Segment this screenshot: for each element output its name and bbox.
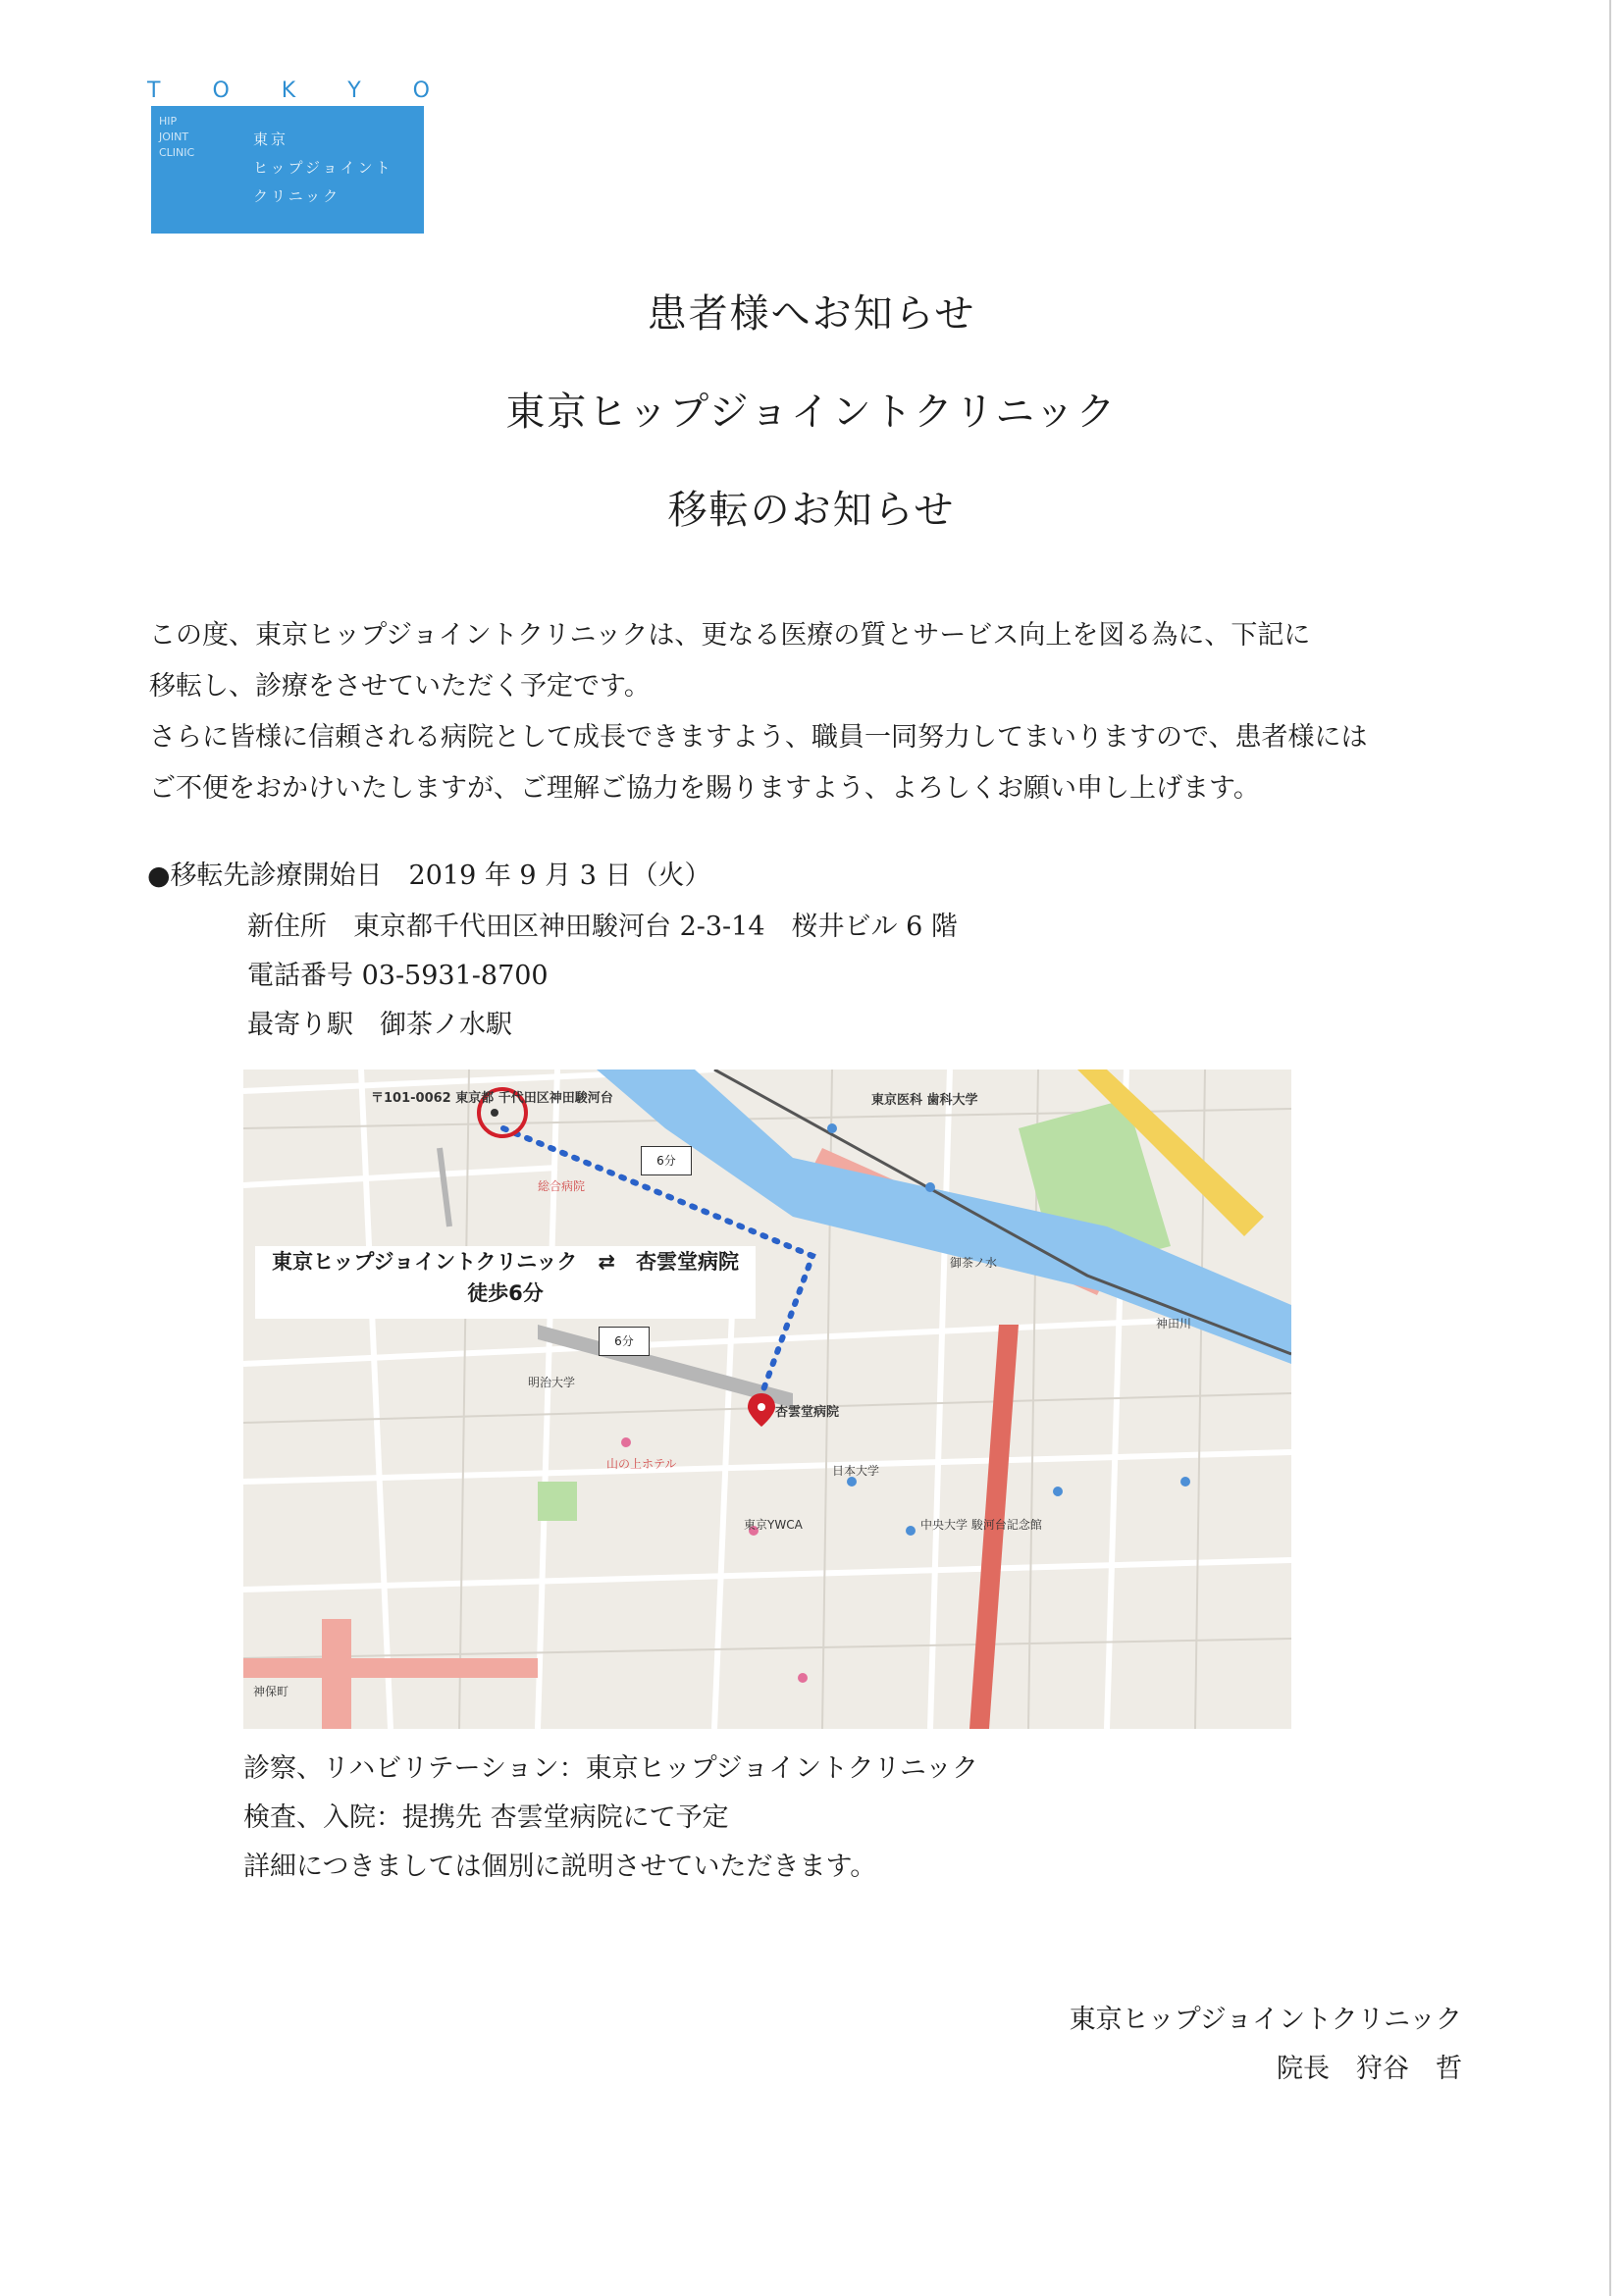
signature-clinic: 東京ヒップジョイントクリニック [1069, 2005, 1462, 2035]
consult-rehab-note: 診察、リハビリテーション：東京ヒップジョイントクリニック [243, 1753, 978, 1784]
map-label-hospital: 総合病院 [538, 1179, 586, 1193]
map-label-ochanomizu: 御茶ノ水 [950, 1256, 998, 1270]
logo-letter: O [212, 78, 232, 103]
hospital-marker-label: 杏雲堂病院 [775, 1405, 840, 1420]
map-label-chuo-univ: 中央大学 駿河台記念館 [920, 1518, 1042, 1532]
body-line: この度、東京ヒップジョイントクリニックは、更なる医療の質とサービス向上を図る為に、下記に [149, 620, 1311, 651]
details-note: 詳細につきましては個別に説明させていただきます。 [243, 1852, 877, 1882]
logo-english-line: JOINT [159, 130, 189, 143]
map-caption-walk: 徒歩6分 [467, 1281, 544, 1305]
phone-number: 電話番号 03-5931-8700 [247, 961, 549, 991]
map-label-nihon-univ: 日本大学 [832, 1464, 880, 1478]
logo-english-line: CLINIC [159, 146, 195, 159]
logo-wordmark [147, 78, 432, 106]
map-label-univ: 東京医科 歯科大学 [871, 1093, 978, 1108]
body-line: ご不便をおかけいたしますが、ご理解ご協力を賜りますよう、よろしくお願い申し上げます。 [149, 773, 1260, 804]
map-label-river: 神田川 [1156, 1317, 1192, 1331]
logo-japanese-line: ヒップジョイント [253, 159, 393, 177]
logo-japanese [253, 126, 393, 211]
map-label-meiji: 明治大学 [528, 1376, 576, 1389]
notice-title: 患者様へお知らせ [647, 291, 976, 337]
map-label-ywca: 東京YWCA [744, 1518, 803, 1532]
logo-letter: Y [347, 78, 363, 103]
logo-english [159, 114, 216, 161]
map-graphic [243, 1070, 1291, 1729]
body-line: さらに皆様に信頼される病院として成長できますよう、職員一同努力してまいりますので、患者様には [149, 722, 1368, 753]
access-map [243, 1070, 1291, 1729]
new-address: 新住所 東京都千代田区神田駿河台 2-3-14 桜井ビル 6 階 [247, 912, 958, 942]
logo-letter: O [412, 78, 432, 103]
notice-body [149, 610, 1503, 814]
map-label-jinbocho: 神保町 [253, 1685, 289, 1698]
clinic-marker-label: 〒101-0062 東京都 千代田区神田駿河台 [371, 1091, 613, 1106]
map-label-yamanoue: 山の上ホテル [606, 1457, 677, 1471]
body-line: 移転し、診療をさせていただく予定です。 [149, 671, 651, 702]
start-date: ●移転先診療開始日 2019 年 9 月 3 日（火） [147, 861, 711, 891]
logo-letter: K [281, 78, 298, 103]
walk-time-badge: 6分 [641, 1146, 692, 1175]
exam-admission-note: 検査、入院：提携先 杏雲堂病院にて予定 [243, 1802, 729, 1833]
logo-letter: T [147, 78, 163, 103]
clinic-title: 東京ヒップジョイントクリニック [505, 390, 1118, 435]
walk-time-badge: 6分 [599, 1327, 650, 1356]
relocation-title: 移転のお知らせ [667, 488, 956, 533]
page-edge-line [1609, 0, 1611, 2296]
nearest-station: 最寄り駅 御茶ノ水駅 [247, 1010, 512, 1040]
map-caption [255, 1246, 756, 1319]
logo-japanese-line: クリニック [253, 187, 341, 205]
logo-english-line: HIP [159, 115, 178, 128]
logo-box [151, 106, 424, 234]
signature-director: 院長 狩谷 哲 [1277, 2054, 1462, 2084]
map-caption-route: 東京ヒップジョイントクリニック ⇄ 杏雲堂病院 [271, 1250, 740, 1274]
logo-japanese-line: 東京 [253, 130, 289, 148]
